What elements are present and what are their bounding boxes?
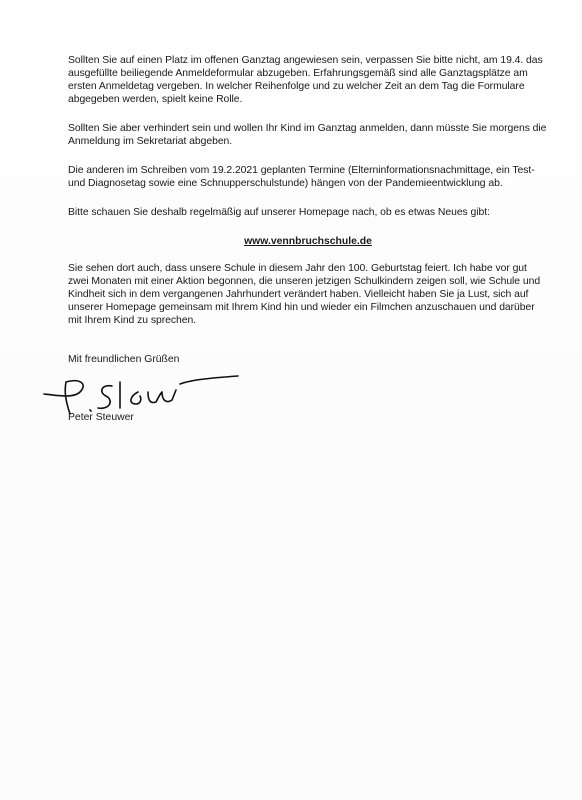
signer-name: Peter Steuwer (68, 412, 134, 423)
paragraph-geburtstag: Sie sehen dort auch, dass unsere Schule in diesem Jahr den 100. Geburtstag feiert. Ich habe vor gut zwei Monaten mit einer Aktion begonnen, die unseren jetzigen Schulkindern zeigen soll, wie Schule und Kindheit sich in dem vergangenen Jahrhundert verändert haben. Vielleicht haben Sie ja Lust, sich auf unserer Homepage gemeinsam mit Ihrem Kind hin und wieder ein Filmchen anzuschauen und darüber mit Ihrem Kind zu sprechen. (68, 263, 541, 326)
paragraph-homepage-hinweis: Bitte schauen Sie deshalb regelmäßig auf unserer Homepage nach, ob es etwas Neues gibt: (68, 207, 490, 218)
website-link: www.vennbruchschule.de (244, 236, 372, 247)
paragraph-ganztag-anmeldung: Sollten Sie auf einen Platz im offenen Ganztag angewiesen sein, verpassen Sie bitte nicht, am 19.4. das ausgefüllte beiliegende Anmeldeformular abzugeben. Erfahrungsgemäß sind alle Ganztagsplätze am ersten Anmeldetag vergeben. In welcher Reihenfolge und zu welcher Zeit an dem Tag die Formulare abgegeben werden, spielt keine Rolle. (68, 55, 543, 105)
letter-body (68, 54, 548, 366)
paragraph-termine: Die anderen im Schreiben vom 19.2.2021 geplanten Termine (Elterninformationsnachmittage, ein Test- und Diagnosetag sowie eine Schnupperschulstunde) hängen von der Pandemieentwicklung ab. (68, 165, 535, 189)
closing-greeting: Mit freundlichen Grüßen (68, 354, 180, 365)
paragraph-verhindert: Sollten Sie aber verhindert sein und wollen Ihr Kind im Ganztag anmelden, dann müsste Sie morgens die Anmeldung im Sekretariat abgeben. (68, 123, 547, 147)
